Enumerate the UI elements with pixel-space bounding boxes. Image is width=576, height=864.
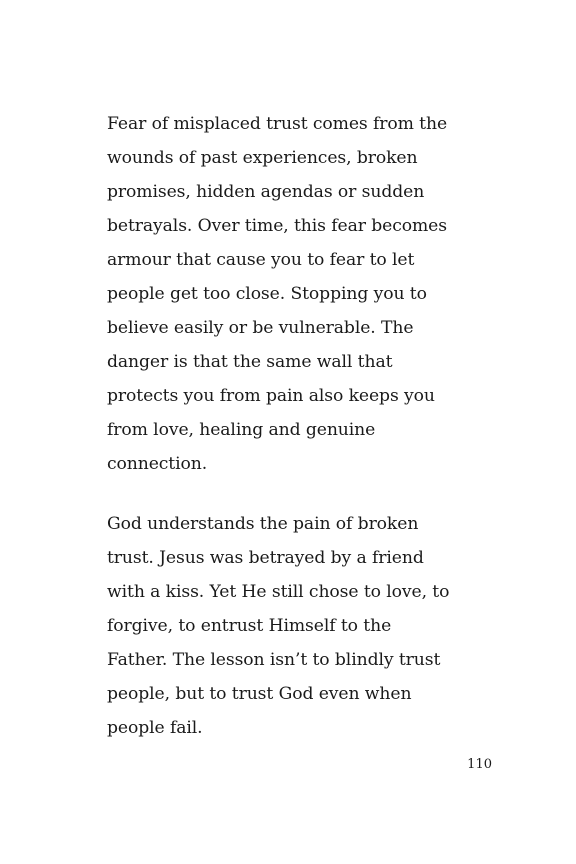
paragraph-line: with a kiss. Yet He still chose to love, to <box>107 582 450 602</box>
paragraph-line: Fear of misplaced trust comes from the <box>107 114 448 134</box>
paragraph-line: promises, hidden agendas or sudden <box>107 182 425 202</box>
paragraph-line: connection. <box>107 454 208 474</box>
paragraph-line: believe easily or be vulnerable. The <box>107 318 414 338</box>
paragraph-line: Father. The lesson isn’t to blindly trust <box>107 650 441 670</box>
paragraph-line: danger is that the same wall that <box>107 352 393 372</box>
paragraph-1 <box>107 107 452 481</box>
paragraph-line: armour that cause you to fear to let <box>107 250 415 270</box>
paragraph-line: wounds of past experiences, broken <box>107 148 418 168</box>
paragraph-line: trust. Jesus was betrayed by a friend <box>107 548 424 568</box>
paragraph-line: betrayals. Over time, this fear becomes <box>107 216 447 236</box>
page-number: 110 <box>467 757 492 772</box>
paragraph-line: people get too close. Stopping you to <box>107 284 427 304</box>
paragraph-line: people fail. <box>107 718 203 738</box>
paragraph-line: forgive, to entrust Himself to the <box>107 616 392 636</box>
paragraph-2 <box>107 507 452 745</box>
paragraph-line: protects you from pain also keeps you <box>107 386 435 406</box>
paragraph-line: from love, healing and genuine <box>107 420 376 440</box>
paragraph-line: God understands the pain of broken <box>107 514 419 534</box>
paragraph-line: people, but to trust God even when <box>107 684 412 704</box>
